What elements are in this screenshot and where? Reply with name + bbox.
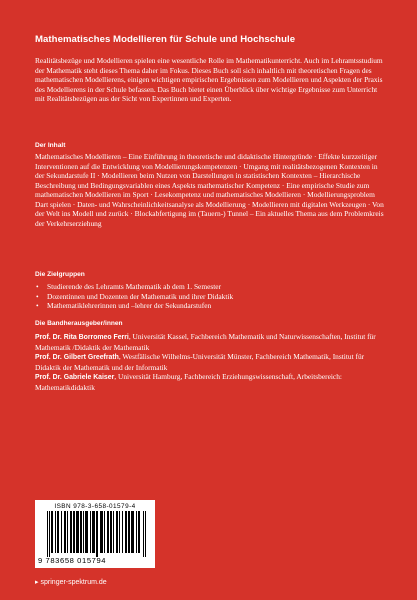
list-item — [35, 301, 387, 311]
barcode-bar — [90, 511, 91, 553]
barcode-bar — [125, 511, 127, 553]
target-group-label: Dozentinnen und Dozenten der Mathematik und ihrer Didaktik — [47, 291, 234, 301]
barcode-bar — [64, 511, 66, 553]
barcode-bar — [100, 511, 103, 553]
bullet-icon: • — [36, 291, 39, 301]
barcode-block — [35, 500, 155, 568]
barcode-bar — [138, 511, 140, 553]
barcode-bar — [80, 511, 82, 553]
barcode-bar — [113, 511, 114, 553]
barcode-bar — [51, 511, 53, 553]
barcode-image — [47, 511, 147, 557]
barcode-bar — [61, 511, 62, 553]
editor-name: Prof. Dr. Gilbert Greefrath — [35, 354, 119, 362]
editor-entry — [35, 332, 387, 352]
barcode-bar — [119, 511, 120, 553]
editors-list — [35, 332, 387, 392]
barcode-bar — [143, 511, 144, 557]
bullet-icon: • — [36, 282, 39, 291]
barcode-bar — [70, 511, 72, 553]
barcode-bar — [145, 511, 146, 557]
target-groups-heading: Die Zielgruppen — [35, 271, 85, 278]
editor-name: Prof. Dr. Rita Borromeo Ferri — [35, 334, 129, 341]
target-group-label: Mathematiklehrerinnen und –lehrer der Sekundarstufen — [47, 301, 212, 311]
barcode-digits: 9 783658 015794 — [38, 556, 107, 565]
barcode-bar — [96, 511, 98, 557]
isbn-label: ISBN 978-3-658-01579-4 — [54, 503, 136, 510]
editor-entry — [35, 352, 387, 372]
contents-heading: Der Inhalt — [35, 142, 66, 149]
editor-name: Prof. Dr. Gabriele Kaiser — [35, 374, 115, 382]
barcode-bar — [83, 511, 84, 553]
editor-affiliation: , Westfälische Wilhelms-Universität Münster, Fachbereich Mathematik, Institut für Didaktik der Mathematik und der Informatik — [35, 352, 365, 372]
publisher-url[interactable] — [35, 578, 107, 586]
editor-affiliation: , Universität Hamburg, Fachbereich Erziehungswissenschaft, Arbeitsbereich: Mathematikdidaktik — [35, 372, 342, 392]
barcode-bar — [104, 511, 105, 553]
barcode-bar — [85, 511, 88, 553]
barcode-bar — [73, 511, 75, 553]
barcode-bar — [57, 511, 59, 553]
bullet-icon: • — [36, 301, 39, 311]
editors-heading: Die Bandherausgeber/innen — [35, 320, 123, 327]
editor-affiliation: , Universität Kassel, Fachbereich Mathematik und Naturwissenschaften, Institut für Mathematik /Didaktik der Mathematik — [35, 332, 376, 352]
editor-entry — [35, 372, 387, 392]
contents-paragraph: Mathematisches Modellieren – Eine Einführung in theoretische und didaktische Hintergründe · Effekte kurzzeitiger Interventionen auf die Entwicklung von Modellierungskompetenzen · Umgang mit realitätsbezogenen Kontexten in der Sekundarstufe II · Modellieren beim Nutzen von Darstellungen in statistischen Kontexten – Hierarchische Beschreibung und Bedingungsvariablen eines Aspekts mathematischer Kompetenz · Eine empirische Studie zum mathematischen Modellieren im Sport · Lesekompetenz und mathematisches Modellieren · Modellierungsproblem Dart spielen · Daten- und Wahrscheinlichkeitsanalyse als Modellierung · Modellieren mit digitalen Werkzeugen · Von der Welt ins Modell und zurück · Blockabfertigung im (Tauern-) Tunnel – Ein aktuelles Thema aus dem Problemkreis der Verkehrserziehung — [35, 152, 384, 228]
barcode-bar — [49, 511, 50, 557]
barcode-bar — [131, 511, 134, 553]
barcode-bar — [122, 511, 123, 553]
barcode-bar — [47, 511, 48, 557]
arrow-right-icon: ▸ — [35, 579, 39, 586]
barcode-bar — [76, 511, 79, 553]
barcode-bar — [116, 511, 118, 553]
publisher-url-text: springer-spektrum.de — [40, 579, 107, 586]
barcode-bar — [107, 511, 109, 553]
target-group-label: Studierende des Lehramts Mathematik ab dem 1. Semester — [47, 282, 222, 291]
barcode-bar — [128, 511, 130, 553]
barcode-bar — [110, 511, 112, 553]
barcode-bar — [67, 511, 68, 553]
book-title: Mathematisches Modellieren für Schule und Hochschule — [35, 34, 296, 45]
barcode-bar — [92, 511, 95, 553]
target-groups-list — [35, 282, 387, 311]
intro-paragraph: Realitätsbezüge und Modellieren spielen eine wesentliche Rolle im Mathematikunterricht. Auch im Lehramtsstudium der Mathematik steht dieses Thema daher im Fokus. Dieses Buch soll sich inhaltlich mit theoretischen Fragen des mathematischen Modellierens, einigen wichtigen empirischen Ergebnissen zum Modellieren und Aspekten der Praxis des Modellierens in der Schule befassen. Das Buch bietet einen Überblick über wichtige Ergebnisse zum Unterricht mit Realitätsbezügen aus der Sicht von Expertinnen und Experten. — [35, 56, 383, 104]
barcode-bar — [136, 511, 137, 553]
list-item — [35, 292, 387, 302]
list-item — [35, 282, 387, 292]
barcode-bar — [55, 511, 56, 553]
